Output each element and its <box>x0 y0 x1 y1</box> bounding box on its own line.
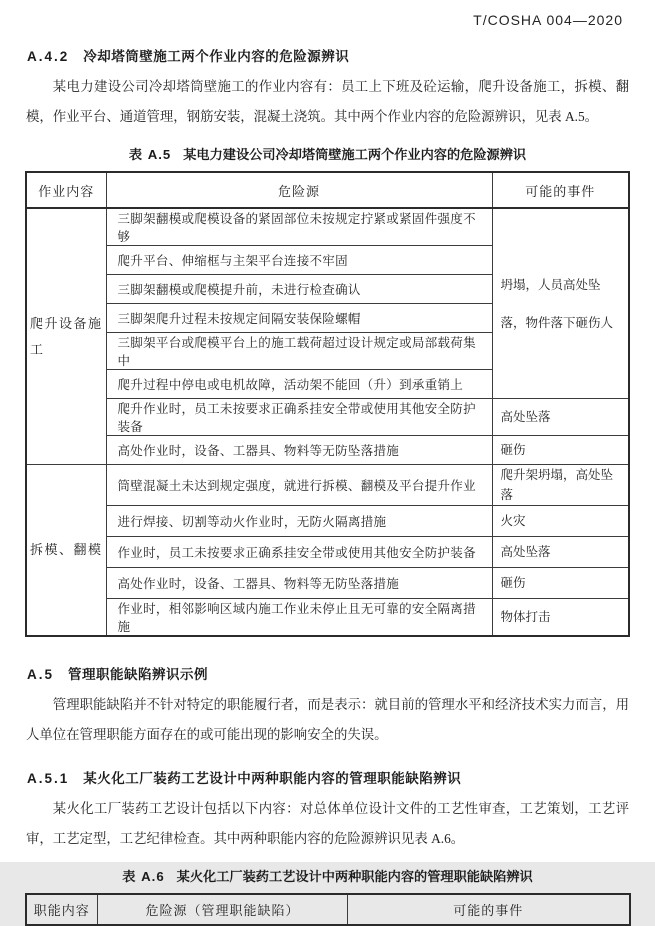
hazard-cell: 筒壁混凝土未达到规定强度，就进行拆模、翻模及平台提升作业 <box>106 465 492 506</box>
section-number-a42: A.4.2 <box>27 49 70 64</box>
table-a5-header <box>26 172 629 208</box>
table-a5-row <box>26 436 629 465</box>
table-a5-body <box>26 208 629 636</box>
event-cell: 物体打击 <box>492 599 629 637</box>
table-a5-row <box>26 465 629 506</box>
section-title-a5: 管理职能缺陷辨识示例 <box>68 667 209 682</box>
table-a5-row <box>26 399 629 436</box>
table-a5-caption <box>0 144 655 163</box>
hazard-cell: 爬升平台、伸缩框与主架平台连接不牢固 <box>106 246 492 275</box>
table-a6 <box>25 893 631 926</box>
table-a5-row <box>26 537 629 568</box>
section-title-a51: 某火化工厂装药工艺设计中两种职能内容的管理职能缺陷辨识 <box>83 771 462 786</box>
activity-cell: 拆模、翻模 <box>26 465 106 637</box>
event-cell: 高处坠落 <box>492 399 629 436</box>
hazard-cell: 作业时，相邻影响区域内施工作业未停止且无可靠的安全隔离措施 <box>106 599 492 637</box>
table-a6-title: 某火化工厂装药工艺设计中两种职能内容的管理职能缺陷辨识 <box>176 869 533 884</box>
section-title-a42: 冷却塔筒壁施工两个作业内容的危险源辨识 <box>83 49 350 64</box>
paragraph-a42: 某电力建设公司冷却塔筒壁施工的作业内容有：员工上下班及砼运输，爬升设备施工，拆模、翻模，作业平台、通道管理，钢筋安装，混凝土浇筑。其中两个作业内容的危险源辨识，见表 A.5。 <box>26 79 629 124</box>
table-a5-label: 表 A.5 <box>128 147 172 162</box>
section-heading-a51 <box>27 767 628 787</box>
activity-cell: 爬升设备施工 <box>26 208 106 465</box>
hazard-cell: 高处作业时，设备、工器具、物料等无防坠落措施 <box>106 568 492 599</box>
hazard-cell: 三脚架平台或爬模平台上的施工载荷超过设计规定或局部载荷集中 <box>106 333 492 370</box>
hazard-cell: 三脚架翻模或爬模提升前，未进行检查确认 <box>106 275 492 304</box>
table-a5-title: 某电力建设公司冷却塔筒壁施工两个作业内容的危险源辨识 <box>183 147 527 162</box>
paragraph-a51: 某火化工厂装药工艺设计包括以下内容：对总体单位设计文件的工艺性审查，工艺策划，工艺评审，工艺定型，工艺纪律检查。其中两种职能内容的危险源辨识见表 A.6。 <box>26 801 629 846</box>
table-a6-label: 表 A.6 <box>122 869 165 884</box>
table-a5-row <box>26 568 629 599</box>
table-a5-col-header-event: 可能的事件 <box>492 172 629 208</box>
table-a5-header-row <box>26 172 629 208</box>
event-cell: 火灾 <box>492 506 629 537</box>
hazard-cell: 作业时，员工未按要求正确系挂安全带或使用其他安全防护装备 <box>106 537 492 568</box>
table-a5-row <box>26 506 629 537</box>
hazard-cell: 爬升过程中停电或电机故障，活动架不能回（升）到承重销上 <box>106 370 492 399</box>
section-number-a51: A.5.1 <box>27 771 70 786</box>
section-heading-a42 <box>27 45 628 65</box>
doc-code: T/COSHA 004—2020 <box>473 12 623 28</box>
section-number-a5: A.5 <box>27 667 55 682</box>
table-a5-row <box>26 208 629 246</box>
paragraph-a5: 管理职能缺陷并不针对特定的职能履行者，而是表示：就目前的管理水平和经济技术实力而言，用人单位在管理职能方面存在的或可能出现的影响安全的失误。 <box>26 697 629 742</box>
event-cell: 高处坠落 <box>492 537 629 568</box>
hazard-cell: 爬升作业时，员工未按要求正确系挂安全带或使用其他安全防护装备 <box>106 399 492 436</box>
table-a6-col-header-event: 可能的事件 <box>348 894 630 925</box>
event-cell: 爬升架坍塌，高处坠落 <box>492 465 629 506</box>
table-a5-row <box>26 599 629 637</box>
table-a5-col-header-activity: 作业内容 <box>26 172 106 208</box>
table-a5-col-header-hazard: 危险源 <box>106 172 492 208</box>
table-a6-caption <box>0 866 655 885</box>
hazard-cell: 高处作业时，设备、工器具、物料等无防坠落措施 <box>106 436 492 465</box>
table-a6-col-header-hazard: 危险源（管理职能缺陷） <box>98 894 348 925</box>
table-a6-header-row <box>26 894 630 925</box>
event-cell: 砸伤 <box>492 568 629 599</box>
event-cell: 坍塌，人员高处坠落，物件落下砸伤人 <box>492 208 629 399</box>
section-heading-a5 <box>27 663 628 683</box>
table-a5 <box>25 171 630 637</box>
table-a6-header <box>26 894 630 925</box>
hazard-cell: 进行焊接、切割等动火作业时，无防火隔离措施 <box>106 506 492 537</box>
table-a6-col-header-function: 职能内容 <box>26 894 98 925</box>
hazard-cell: 三脚架翻模或爬模设备的紧固部位未按规定拧紧或紧固件强度不够 <box>106 208 492 246</box>
event-cell: 砸伤 <box>492 436 629 465</box>
hazard-cell: 三脚架爬升过程未按规定间隔安装保险螺帽 <box>106 304 492 333</box>
